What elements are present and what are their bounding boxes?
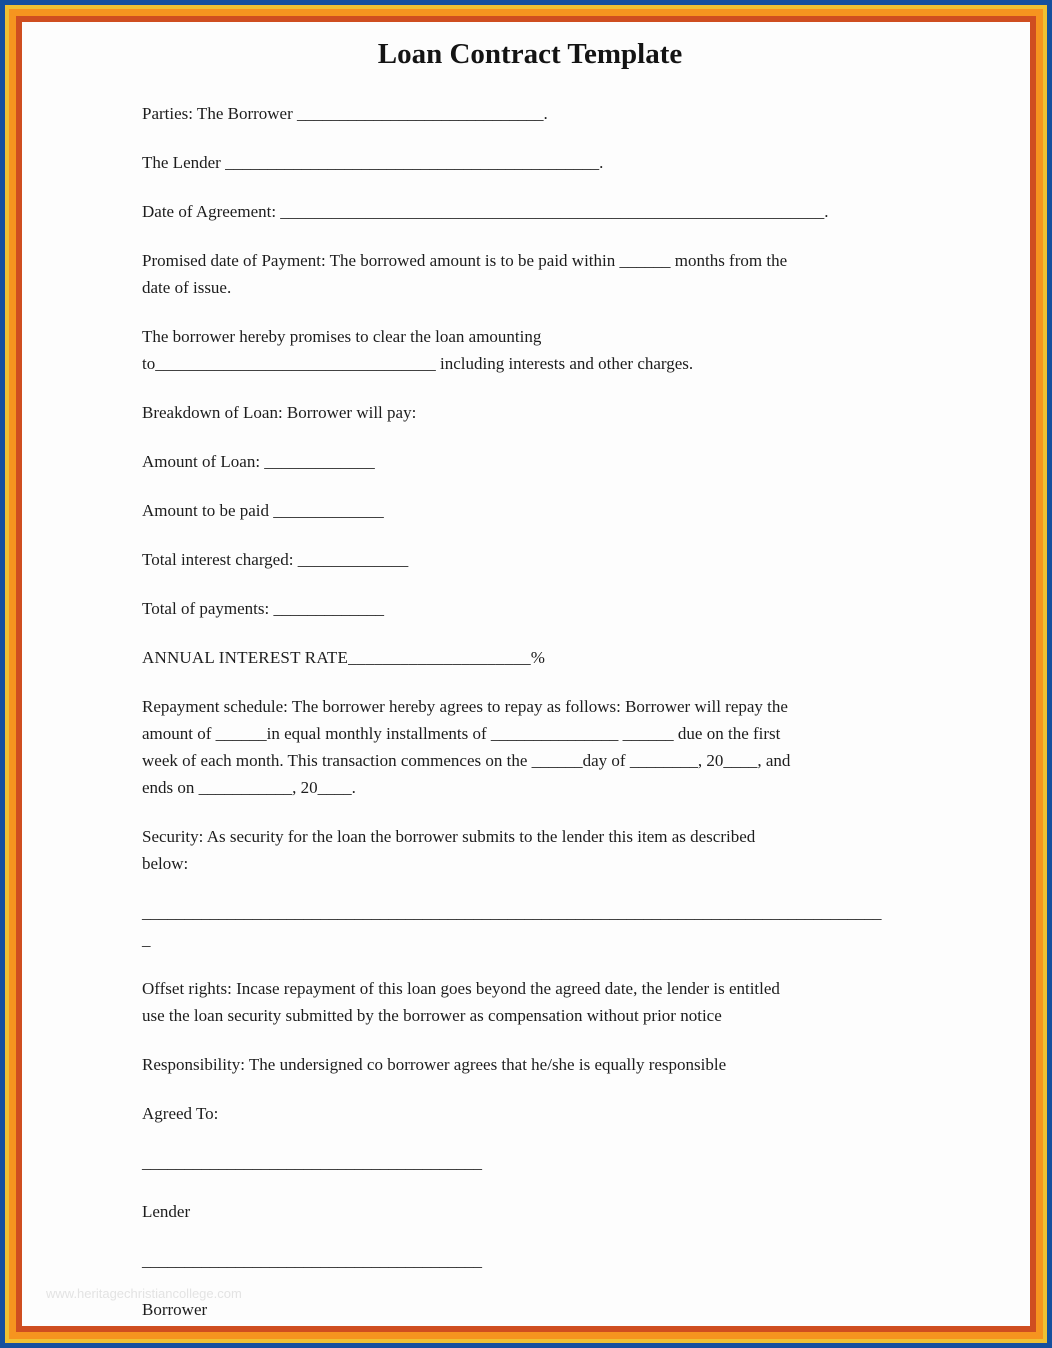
promise-clear-paragraph	[142, 323, 918, 377]
promised-line-1: Promised date of Payment: The borrowed amount is to be paid within ______ months from the	[142, 251, 788, 270]
repayment-line-1: Repayment schedule: The borrower hereby agrees to repay as follows: Borrower will repay the	[142, 697, 788, 716]
total-interest-text: Total interest charged: _____________	[142, 550, 409, 569]
security-blank-line-1: _______________________________________________________________________________________	[142, 903, 882, 922]
lender-signature-line	[142, 1149, 918, 1176]
parties-line	[142, 100, 918, 127]
borrower-signature-blank: ________________________________________	[142, 1251, 482, 1270]
borrower-signature-line	[142, 1247, 918, 1274]
lender-label: Lender	[142, 1202, 191, 1221]
promise-clear-line-2: to_________________________________ including interests and other charges.	[142, 354, 694, 373]
total-payments-line	[142, 595, 918, 622]
repayment-line-4: ends on ___________, 20____.	[142, 778, 356, 797]
annual-interest-rate-line	[142, 644, 918, 671]
border-gold	[5, 5, 1047, 1343]
date-text: Date of Agreement: ________________________________________________________________.	[142, 202, 829, 221]
lender-signature-blank: ________________________________________	[142, 1153, 482, 1172]
agreed-to-text: Agreed To:	[142, 1104, 219, 1123]
security-line-2: below:	[142, 854, 189, 873]
repayment-schedule-paragraph	[142, 693, 918, 801]
breakdown-text: Breakdown of Loan: Borrower will pay:	[142, 403, 417, 422]
security-line-1: Security: As security for the loan the borrower submits to the lender this item as described	[142, 827, 756, 846]
security-blank-line-2: _	[142, 930, 151, 949]
borrower-label: Borrower	[142, 1300, 208, 1319]
promise-clear-line-1: The borrower hereby promises to clear the loan amounting	[142, 327, 542, 346]
lender-label-line	[142, 1198, 918, 1225]
offset-rights-paragraph	[142, 975, 918, 1029]
responsibility-paragraph	[142, 1051, 918, 1078]
repayment-line-2: amount of ______in equal monthly installments of _______________ ______ due on the first	[142, 724, 781, 743]
annual-interest-rate-text: ANNUAL INTEREST RATE_____________________%	[142, 648, 546, 667]
border-orange	[9, 9, 1043, 1339]
promised-date-paragraph	[142, 247, 918, 301]
parties-text: Parties: The Borrower _____________________________.	[142, 104, 548, 123]
offset-line-2: use the loan security submitted by the borrower as compensation without prior notice	[142, 1006, 722, 1025]
document-title: Loan Contract Template	[377, 38, 683, 70]
repayment-line-3: week of each month. This transaction commences on the ______day of ________, 20____, and	[142, 751, 791, 770]
amount-to-be-paid-text: Amount to be paid _____________	[142, 501, 384, 520]
offset-line-1: Offset rights: Incase repayment of this loan goes beyond the agreed date, the lender is entitled	[142, 979, 780, 998]
security-blank-field	[142, 899, 918, 953]
lender-line	[142, 149, 918, 176]
breakdown-heading	[142, 399, 918, 426]
agreed-to-heading	[142, 1100, 918, 1127]
border-dark-orange	[16, 16, 1036, 1332]
borrower-label-line	[142, 1296, 918, 1323]
document-page	[22, 22, 1030, 1326]
amount-to-be-paid-line	[142, 497, 918, 524]
watermark-url: www.heritagechristiancollege.com	[46, 1286, 242, 1301]
lender-text: The Lender ____________________________________________.	[142, 153, 604, 172]
amount-of-loan-text: Amount of Loan: _____________	[142, 452, 375, 471]
promised-line-2: date of issue.	[142, 278, 232, 297]
date-of-agreement-line	[142, 198, 918, 225]
amount-of-loan-line	[142, 448, 918, 475]
document-content	[142, 36, 918, 1323]
security-paragraph	[142, 823, 918, 877]
total-interest-line	[142, 546, 918, 573]
responsibility-text: Responsibility: The undersigned co borrower agrees that he/she is equally responsible	[142, 1055, 727, 1074]
total-payments-text: Total of payments: _____________	[142, 599, 384, 618]
